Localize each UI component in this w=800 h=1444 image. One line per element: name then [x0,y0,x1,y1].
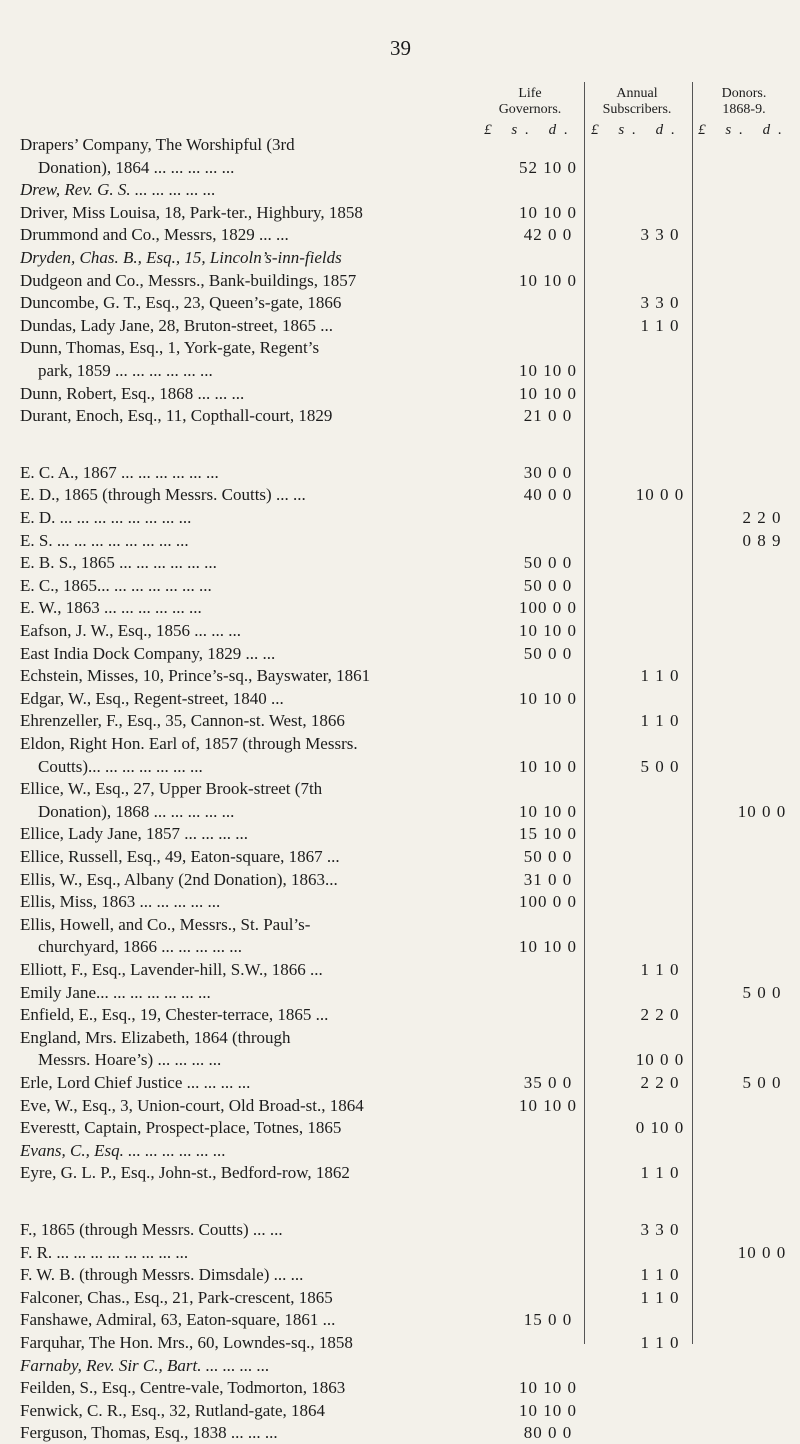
list-item [20,134,800,156]
life-governor-amount: 10 10 0 [519,1095,577,1115]
life-governor-amount: 10 10 0 [519,270,577,290]
list-item [20,1422,800,1444]
list-item [20,688,800,710]
entry-name: Dryden, Chas. B., Esq., 15, Lincoln’s-inn-fields [20,248,342,267]
list-item [20,869,800,891]
entry-name: Emily Jane... ... ... ... ... ... ... [20,982,211,1002]
entry-name: Eafson, J. W., Esq., 1856 ... ... ... [20,621,241,640]
entry-name: Drummond and Co., Messrs, 1829 ... ... [20,225,289,245]
header-donors-line2: 1868-9. [722,102,766,117]
life-governor-amount: 10 10 0 [519,937,577,957]
list-item [20,383,800,405]
life-governor-amount: 10 10 0 [519,688,577,708]
list-item [20,315,800,337]
entry-name: Eve, W., Esq., 3, Union-court, Old Broad-st., 1864 [20,1095,364,1115]
entry-name: Elliott, F., Esq., Lavender-hill, S.W., 1866 ... [20,960,323,979]
page-number: 39 [390,36,411,60]
annual-subscriber-amount: 0 10 0 [635,1118,685,1138]
annual-subscriber-amount: 10 0 0 [635,485,685,505]
list-item [20,270,800,292]
list-item [20,1117,800,1139]
annual-subscriber-amount: 2 2 0 [640,1005,680,1025]
entry-name: Erle, Lord Chief Justice ... ... ... ... [20,1073,251,1092]
life-governor-amount: 21 0 0 [523,406,573,426]
entry-name: England, Mrs. Elizabeth, 1864 (through [20,1027,291,1047]
life-governor-amount: 10 10 0 [519,383,577,403]
list-item [20,507,800,529]
life-governor-amount: 42 0 0 [523,225,573,245]
list-item [20,1095,800,1117]
list-item [20,914,800,936]
header-annual-subscribers [582,86,692,138]
annual-subscriber-amount: 1 1 0 [640,1265,680,1285]
entry-name: East India Dock Company, 1829 ... ... [20,643,276,663]
entry-name: Ellice, Russell, Esq., 49, Eaton-square, 1867 ... [20,847,340,866]
annual-subscriber-amount: 1 1 0 [640,1163,680,1183]
entry-name: Dunn, Robert, Esq., 1868 ... ... ... [20,383,245,403]
entry-name: park, 1859 ... ... ... ... ... ... [38,361,213,380]
list-item [20,597,800,619]
list-item [20,462,800,484]
list-item [20,1004,800,1026]
entry-name: Dundas, Lady Jane, 28, Bruton-street, 1865 ... [20,315,334,335]
list-item [20,665,800,687]
list-item [20,756,800,778]
list-item [20,1162,800,1184]
list-item [20,936,800,958]
header-life-governors [480,86,580,138]
entry-name: E. C. A., 1867 ... ... ... ... ... ... [20,462,219,482]
header-life-line2: Governors. [498,102,562,117]
entry-name: Ellis, Miss, 1863 ... ... ... ... ... [20,892,221,912]
list-item [20,1400,800,1422]
entry-name: F. W. B. (through Messrs. Dimsdale) ... ... [20,1265,304,1285]
list-item [20,1027,800,1049]
donor-amount: 0 8 9 [742,530,782,550]
entry-name: Eyre, G. L. P., Esq., John-st., Bedford-row, 1862 [20,1163,350,1183]
entry-name: F. R. ... ... ... ... ... ... ... ... [20,1242,189,1262]
entry-name: Edgar, W., Esq., Regent-street, 1840 ... [20,688,284,708]
entry-name: Ellis, W., Esq., Albany (2nd Donation), 1863... [20,869,338,889]
list-item [20,575,800,597]
life-governor-amount: 15 0 0 [523,1310,573,1330]
list-item [20,1242,800,1264]
life-governor-amount: 50 0 0 [523,643,573,663]
header-life-line1: Life [518,86,542,101]
donor-amount: 5 0 0 [742,982,782,1002]
entry-name: Dudgeon and Co., Messrs., Bank-buildings, 1857 [20,270,357,290]
list-item [20,552,800,574]
annual-subscriber-amount: 3 3 0 [640,293,680,313]
entry-name: Evans, C., Esq. ... ... ... ... ... ... [20,1140,226,1160]
life-governor-amount: 15 10 0 [519,824,577,844]
life-governor-amount: 100 0 0 [519,892,577,912]
donor-amount: 10 0 0 [737,1242,787,1262]
entry-name: Durant, Enoch, Esq., 11, Copthall-court, 1829 [20,406,333,426]
list-item [20,360,800,382]
header-annual-units: £ s. d. [591,122,683,138]
list-item [20,247,800,269]
entry-name: Drew, Rev. G. S. ... ... ... ... ... [20,180,216,200]
entry-name: Duncombe, G. T., Esq., 23, Queen’s-gate, 1866 [20,293,342,313]
list-item [20,1309,800,1331]
list-item [20,157,800,179]
list-item [20,1219,800,1241]
list-item [20,405,800,427]
life-governor-amount: 100 0 0 [519,598,577,618]
life-governor-amount: 10 10 0 [519,621,577,640]
life-governor-amount: 52 10 0 [519,157,577,177]
list-item [20,620,800,642]
header-donors-line1: Donors. [721,86,767,101]
annual-subscriber-amount: 1 1 0 [640,960,680,979]
list-item [20,1140,800,1162]
life-governor-amount: 10 10 0 [519,756,577,776]
annual-subscriber-amount: 1 1 0 [640,1287,680,1307]
entry-name: Ellice, Lady Jane, 1857 ... ... ... ... [20,824,249,844]
entry-name: Ellis, Howell, and Co., Messrs., St. Paul’s- [20,914,311,934]
life-governor-amount: 31 0 0 [523,869,573,889]
list-item [20,1264,800,1286]
list-item [20,1377,800,1399]
life-governor-amount: 50 0 0 [523,847,573,866]
life-governor-amount: 10 10 0 [519,202,577,222]
annual-subscriber-amount: 1 1 0 [640,666,680,686]
entry-name: Enfield, E., Esq., 19, Chester-terrace, 1865 ... [20,1005,329,1025]
entry-name: Driver, Miss Louisa, 18, Park-ter., Highbury, 1858 [20,202,363,222]
header-annual-line1: Annual [616,86,658,101]
header-annual-line2: Subscribers. [602,102,672,117]
donor-amount: 10 0 0 [737,801,787,821]
annual-subscriber-amount: 5 0 0 [640,756,680,776]
list-item [20,1049,800,1071]
entry-name: Feilden, S., Esq., Centre-vale, Todmorton, 1863 [20,1378,346,1398]
entry-name: Ehrenzeller, F., Esq., 35, Cannon-st. West, 1866 [20,711,345,731]
list-item [20,484,800,506]
list-item [20,292,800,314]
list-item [20,1072,800,1094]
annual-subscriber-amount: 2 2 0 [640,1073,680,1092]
entry-name: Dunn, Thomas, Esq., 1, York-gate, Regent’s [20,338,320,358]
list-item [20,733,800,755]
entry-name: E. D. ... ... ... ... ... ... ... ... [20,508,192,527]
donor-amount: 2 2 0 [742,508,782,527]
entry-name: Ellice, W., Esq., 27, Upper Brook-street (7th [20,779,323,799]
entry-name: E. B. S., 1865 ... ... ... ... ... ... [20,553,217,573]
header-donors [694,86,794,138]
list-item [20,530,800,552]
entry-name: Donation), 1864 ... ... ... ... ... [38,157,235,177]
entry-name: Farquhar, The Hon. Mrs., 60, Lowndes-sq., 1858 [20,1333,353,1352]
list-item [20,846,800,868]
list-item [20,202,800,224]
entry-name: F., 1865 (through Messrs. Coutts) ... ... [20,1220,283,1239]
life-governor-amount: 40 0 0 [523,485,573,505]
entry-name: Farnaby, Rev. Sir C., Bart. ... ... ... ... [20,1355,270,1375]
list-item [20,778,800,800]
entry-name: Echstein, Misses, 10, Prince’s-sq., Bayswater, 1861 [20,666,371,686]
annual-subscriber-amount: 3 3 0 [640,225,680,245]
life-governor-amount: 10 10 0 [519,361,577,380]
list-item [20,959,800,981]
annual-subscriber-amount: 3 3 0 [640,1220,680,1239]
life-governor-amount: 80 0 0 [523,1423,573,1443]
life-governor-amount: 50 0 0 [523,553,573,573]
entry-name: churchyard, 1866 ... ... ... ... ... [38,937,242,957]
list-item [20,224,800,246]
list-item [20,982,800,1004]
list-item [20,337,800,359]
annual-subscriber-amount: 1 1 0 [640,315,680,335]
entry-name: E. W., 1863 ... ... ... ... ... ... [20,598,202,618]
entry-name: E. C., 1865... ... ... ... ... ... ... [20,575,212,595]
header-life-units: £ s. d. [484,122,576,138]
entry-name: Eldon, Right Hon. Earl of, 1857 (through Messrs. [20,734,358,753]
list-item [20,801,800,823]
entry-name: Falconer, Chas., Esq., 21, Park-crescent, 1865 [20,1287,333,1307]
header-donors-units: £ s. d. [698,122,790,138]
entry-name: Coutts)... ... ... ... ... ... ... [38,756,203,776]
list-item [20,1355,800,1377]
list-item [20,710,800,732]
life-governor-amount: 30 0 0 [523,462,573,482]
life-governor-amount: 50 0 0 [523,575,573,595]
entry-name: E. S. ... ... ... ... ... ... ... ... [20,530,189,550]
entry-name: Ferguson, Thomas, Esq., 1838 ... ... ... [20,1423,278,1443]
life-governor-amount: 10 10 0 [519,1400,577,1420]
annual-subscriber-amount: 1 1 0 [640,711,680,731]
list-item [20,643,800,665]
entry-name: Donation), 1868 ... ... ... ... ... [38,801,235,821]
entry-name: Messrs. Hoare’s) ... ... ... ... [38,1050,222,1070]
entry-name: Fanshawe, Admiral, 63, Eaton-square, 1861 ... [20,1310,336,1330]
list-item [20,1287,800,1309]
list-item [20,823,800,845]
list-item [20,891,800,913]
entry-name: E. D., 1865 (through Messrs. Coutts) ... ... [20,485,306,505]
entry-name: Drapers’ Company, The Worshipful (3rd [20,135,295,154]
life-governor-amount: 35 0 0 [523,1073,573,1092]
life-governor-amount: 10 10 0 [519,801,577,821]
entry-name: Fenwick, C. R., Esq., 32, Rutland-gate, 1864 [20,1400,326,1420]
life-governor-amount: 10 10 0 [519,1378,577,1398]
annual-subscriber-amount: 1 1 0 [640,1333,680,1352]
list-item [20,179,800,201]
entry-name: Everestt, Captain, Prospect-place, Totnes, 1865 [20,1118,342,1138]
donor-amount: 5 0 0 [742,1073,782,1092]
annual-subscriber-amount: 10 0 0 [635,1050,685,1070]
list-item [20,1332,800,1354]
